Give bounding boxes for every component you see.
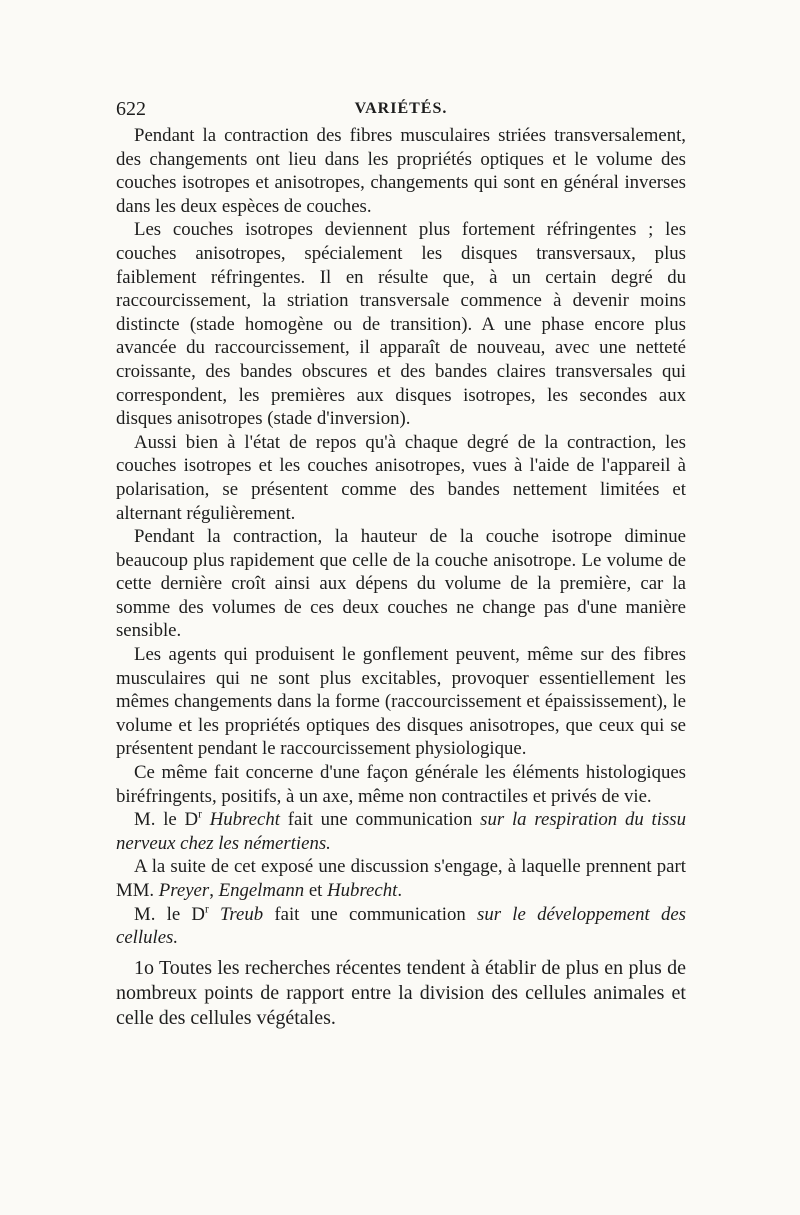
discussion-sep-2: et [304,880,328,901]
paragraph-hubrecht [116,808,686,855]
paragraph-polarisation: Aussi bien à l'état de repos qu'à chaque degré de la contraction, les couches isotropes et les couches anisotropes, vues à l'aide de l'appareil à polarisation, se présentent comme des bandes nettement limitées et alternant régulièrement. [116,431,686,524]
paragraph-birefringent: Ce même fait concerne d'une façon générale les éléments histologiques biréfringents, positifs, à un axe, même non contractiles et privés de vie. [116,762,686,807]
paragraph-height: Pendant la contraction, la hauteur de la couche isotrope diminue beaucoup plus rapidement que celle de la couche anisotrope. Le volume de cette dernière croît ainsi aux dépens du volume de la première, car la somme des volumes de ces deux couches ne change pas d'une manière sensible. [116,526,686,642]
treub-mid: fait une communication [263,903,478,925]
treub-lead: M. le D [134,903,205,925]
paragraph-final: 1o Toutes les recherches récentes tendent à établir de plus en plus de nombreux points de rapport entre la division des cellules animales et celle des cellules végétales. [116,956,686,1029]
hubrecht-lead: M. le D [134,809,199,831]
paragraph-discussion [116,855,686,902]
treub-sup: r [204,903,209,916]
paragraph-contraction: Pendant la contraction des fibres musculaires striées transversalement, des changements ont lieu dans les propriétés optiques et le volume des couches isotropes et anisotropes, changements qui sont en général inverses dans les deux espèces de couches. [116,125,686,217]
discussion-name-preyer: Preyer [158,880,210,901]
running-title: VARIÉTÉS. [354,100,448,117]
page-header [116,98,686,124]
treub-subject: sur le développement des cellules. [116,903,686,949]
discussion-name-hubrecht: Hubrecht [327,880,398,901]
page-number: 622 [116,98,146,120]
discussion-name-engelmann: Engelmann [218,880,305,901]
paragraph-swelling-agents: Les agents qui produisent le gonflement peuvent, même sur des fibres musculaires qui ne sont plus excitables, provoquer essentiellement les mêmes changements dans la forme (raccourcissement et épaississement), le volume et les propriétés optiques des disques anisotropes, que ceux qui se présentent pendant le raccourcissement physiologique. [116,644,686,760]
body-text [116,124,686,1031]
paragraph-refringence: Les couches isotropes deviennent plus fortement réfringentes ; les couches anisotropes, spécialement les disques transversaux, plus faiblement réfringentes. Il en résulte que, à un certain degré du raccourcissement, la striation transversale commence à devenir moins distincte (stade homogène ou de transition). A une phase encore plus avancée du raccourcissement, il apparaît de nouveau, avec une netteté croissante, des bandes obscures et des bandes claires transversales qui correspondent, les premières aux disques isotropes, les secondes aux disques anisotropes (stade d'inversion). [116,219,686,430]
treub-name: Treub [219,903,264,925]
discussion-lead: A la suite de cet exposé une discussion s'engage, à laquelle prennent part MM. [116,856,686,901]
hubrecht-name: Hubrecht [209,809,280,831]
hubrecht-mid: fait une communication [279,809,481,831]
discussion-sep-1: , [209,880,219,901]
paragraph-treub [116,903,686,950]
hubrecht-sup: r [198,808,202,821]
hubrecht-subject: sur la respiration du tissu nerveux chez les némertiens. [116,809,686,854]
discussion-end: . [397,880,403,901]
